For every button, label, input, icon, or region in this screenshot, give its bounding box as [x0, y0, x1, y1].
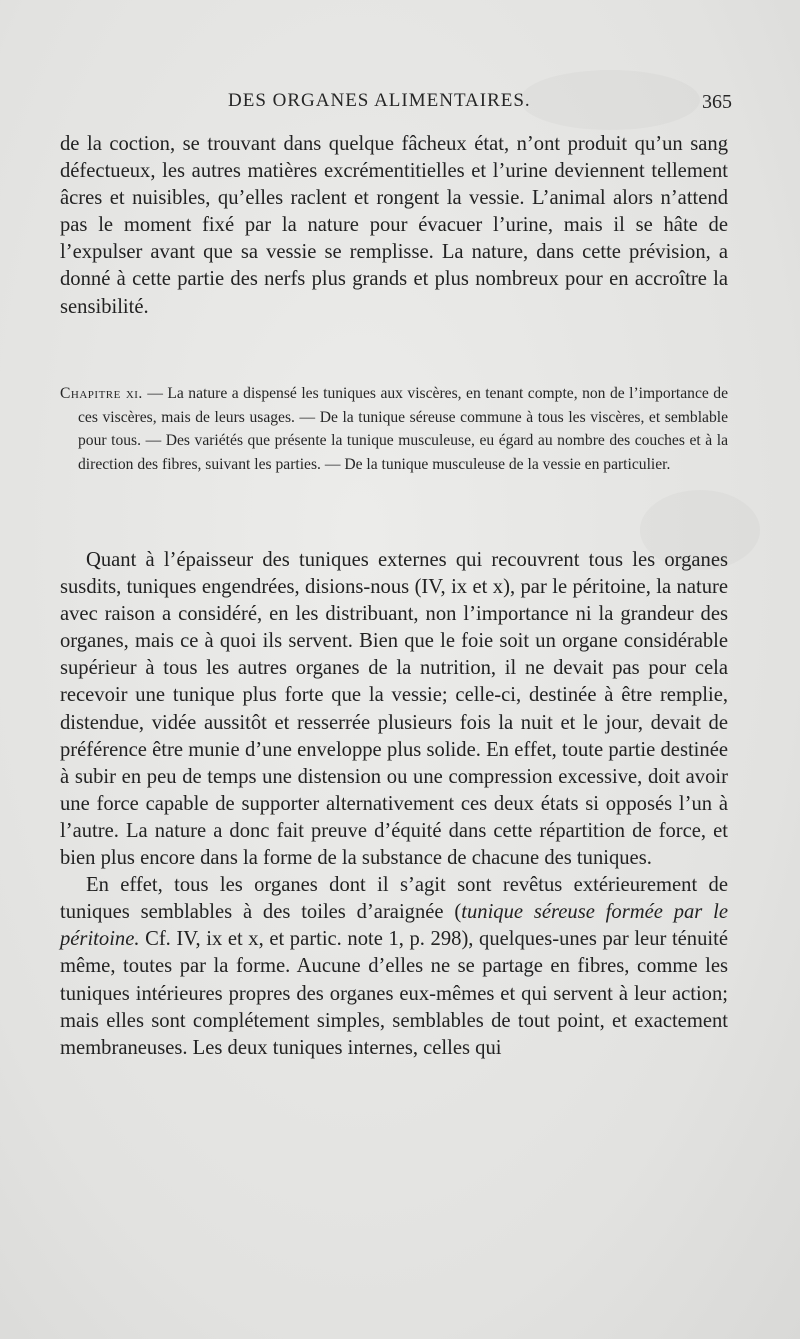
- paragraph-text: de la coction, se trouvant dans quelque fâcheux état, n’ont produit qu’un sang défectueux, les autres matières excrémentitielles et l’urine deviennent tellement âcres et nuisibles, qu’elles raclent et rongent la vessie. L’animal alors n’attend pas le moment fixé par la nature pour évacuer l’urine, mais il se hâte de l’expulser avant que sa vessie se remplisse. La nature, dans cette prévision, a donné à cette partie des nerfs plus grands et plus nombreux pour en accroître la sensibilité.: [60, 133, 728, 318]
- paragraph-text: Quant à l’épaisseur des tuniques externes qui recouvrent tous les organes susdits, tuniques engendrées, disions-nous (IV, ix et x), par le péritoine, la nature avec raison a considéré, en les distribuant, non l’importance ni la grandeur des organes, mais ce à quoi ils servent. Bien que le foie soit un organe considérable supérieur à tous les autres organes de la nutrition, il ne devait pas pour cela recevoir une tunique plus forte que la vessie; celle-ci, destinée à être remplie, distendue, vidée aussitôt et resserrée plusieurs fois la nuit et le jour, devait de préférence être munie d’une enveloppe plus solide. En effet, toute partie destinée à subir en peu de temps une distension ou une compression excessive, doit avoir une force capable de supporter alternativement ces deux états si opposés l’un à l’autre. La nature a donc fait preuve d’équité dans cette répartition de force, et bien plus encore dans la forme de la substance de chacune des tuniques.: [60, 549, 728, 870]
- chapter-body: [60, 547, 728, 1062]
- paragraph-segment: En effet, tous les organes dont il s’agit sont revêtus extérieurement de tuniques semblables à des toiles d’araignée (: [60, 874, 728, 924]
- paragraph-text: [60, 872, 728, 1062]
- running-title: DES ORGANES ALIMENTAIRES.: [228, 90, 531, 111]
- italic-note: tunique séreuse formée par le péritoine.: [60, 901, 728, 951]
- chapter-summary: [60, 382, 728, 476]
- summary-text: [60, 382, 728, 476]
- chapter-label: Chapitre xi.: [60, 385, 143, 402]
- page-header: [60, 88, 740, 118]
- paragraph-segment: Cf. IV, ix et x, et partic. note 1, p. 298), quelques-unes par leur ténuité même, toutes par la forme. Aucune d’elles ne se partage en fibres, comme les tuniques intérieures propres des organes eux-mêmes et qui servent à leur action; mais elles sont complétement simples, semblables de tout point, et exactement membraneuses. Les deux tuniques internes, celles qui: [60, 928, 728, 1059]
- page-number: 365: [702, 91, 732, 113]
- paragraph-continued: [60, 131, 728, 321]
- summary-body: — La nature a dispensé les tuniques aux viscères, en tenant compte, non de l’importance de ces viscères, mais de leurs usages. — De la tunique séreuse commune à tous les viscères, et semblable pour tous. — Des variétés que présente la tunique musculeuse, eu égard au nombre des couches et à la direction des fibres, suivant les parties. — De la tunique musculeuse de la vessie en particulier.: [78, 385, 728, 473]
